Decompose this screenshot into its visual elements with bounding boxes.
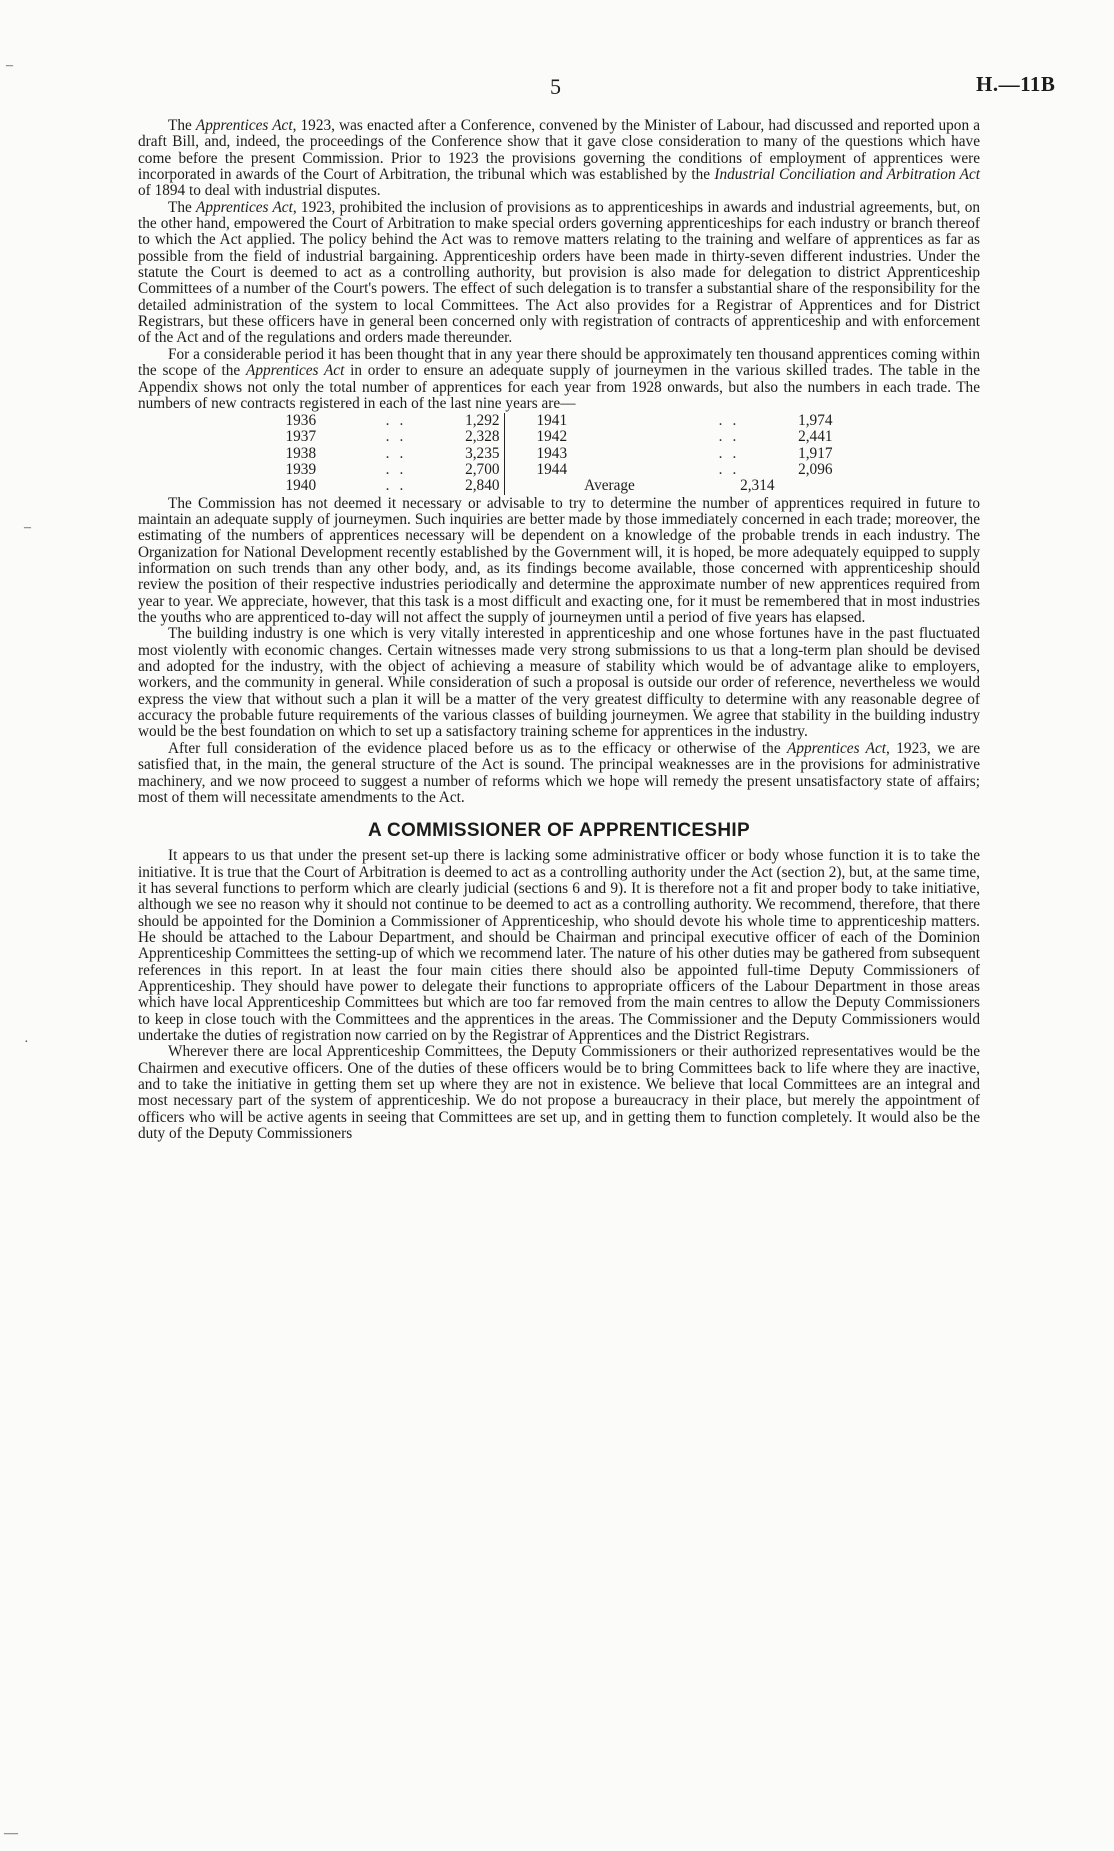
- italic-text: Industrial Conciliation and Arbitration Act: [714, 166, 980, 184]
- margin-mark: –: [6, 58, 13, 73]
- paragraph: [138, 626, 980, 740]
- year-cell: 1940: [285, 477, 317, 495]
- italic-text: Apprentices Act: [196, 198, 293, 216]
- leader-dots: ..: [718, 412, 747, 430]
- page-number: 5: [550, 74, 561, 99]
- paragraph: [138, 347, 980, 412]
- text-run: It appears to us that under the present set-up there is lacking some administrative officer or body whose function it is to take the initiative. It is true that the Court of Arbitration is deemed to act as a controlling authority under the Act (section 2), but, at the same time, it has several functions to perform which are clearly judicial (sections 6 and 9). It is therefore not a fit and proper body to take initiative, although we see no reason why it should not continue to be deemed to act as a controlling authority. We recommend, therefore, that there should be appointed for the Dominion a Commissioner of Apprenticeship, who should devote his whole time to apprenticeship matters. He should be attached to the Labour Department, and should be Chairman and principal executive officer of each of the Dominion Apprenticeship Committees the setting-up of which we recommend later. The nature of his other duties may be gathered from subsequent references in this report. In at least the four main cities there should also be appointed full-time Deputy Commissioners of Apprenticeship. They should have power to delegate their functions to appropriate officers of the Labour Department in those areas which have local Apprenticeship Committees but which are too far removed from the main centres to allow the Deputy Commissioners to keep in close touch with the Committees and the apprentices in the areas. The Commissioner and the Deputy Commissioners would undertake the duties of registration now carried on by the Registrar of Apprentices and the District Registrars.: [138, 847, 980, 1044]
- document-body: [138, 118, 980, 1142]
- value-cell: 3,235: [465, 444, 500, 462]
- value-cell: 2,700: [465, 461, 500, 479]
- column-divider: [504, 429, 533, 445]
- text-run: , 1923, prohibited the inclusion of provisions as to apprenticeships in awards and industrial agreements, but, on the other hand, empowered the Court of Arbitration to make special orders governing apprenticeships for each industry or branch thereof to which the Act applied. The policy behind the Act was to remove matters relating to the training and welfare of apprentices as far as possible from the field of industrial bargaining. Apprenticeship orders have been made in thirty-seven different industries. Under the statute the Court is deemed to act as a controlling authority, but provision is also made for delegation to district Apprenticeship Committees of a number of the Court's powers. The effect of such delegation is to transfer a substantial share of the responsibility for the detailed administration of the system to local Committees. The Act also provides for a Registrar of Apprentices and for District Registrars, but these officers have in general been concerned only with registration of contracts of apprenticeship and with enforcement of the Act and of the regulations and orders made thereunder.: [138, 198, 980, 347]
- value-cell: 2,840: [465, 477, 500, 495]
- text-run: of 1894 to deal with industrial disputes.: [138, 182, 381, 200]
- value-cell: 1,292: [465, 412, 500, 430]
- paragraph: [138, 1044, 980, 1142]
- value-cell: 1,974: [798, 412, 833, 430]
- text-run: The building industry is one which is very vitally interested in apprenticeship and one whose fortunes have in the past fluctuated most violently with economic changes. Certain witnesses made very strong submissions to us that a long-term plan should be devised and adopted for the industry, with the object of achieving a measure of stability which would be of advantage alike to employers, workers, and the community in general. While consideration of such a proposal is outside our order of reference, nevertheless we would express the view that without such a plan it will be a matter of the very greatest difficulty to determine with any reasonable degree of accuracy the probable future requirements of the various classes of building journeymen. We agree that stability in the building industry would be the best foundation on which to set up a satisfactory training scheme for apprentices in the industry.: [138, 625, 980, 741]
- margin-mark: —: [4, 1826, 18, 1841]
- intro-paragraphs: [138, 118, 980, 412]
- year-cell: 1937: [285, 428, 317, 446]
- text-run: The Commission has not deemed it necessary or advisable to try to determine the number of apprentices required in future to maintain an adequate supply of journeymen. Such inquiries are better made by those immediately concerned in each trade; moreover, the estimating of the numbers of apprentices necessary will be dependent on a knowledge of the probable trends in each industry. The Organization for National Development recently established by the Government will, it is hoped, be more adequately equipped to supply information on such trends than any other body, and, as its findings become available, those concerned with apprenticeship should review the position of their respective industries periodically and determine the approximate number of new apprentices required from year to year. We appreciate, however, that this task is a most difficult and exacting one, for it must be remembered that in most industries the youths who are apprenticed to-day will not affect the supply of journeymen until a period of five years has elapsed.: [138, 494, 980, 627]
- column-divider: [504, 478, 533, 494]
- text-run: , 1923, we are satisfied that, in the main, the general structure of the Act is sound. The principal weaknesses are in the provisions for administrative machinery, and we now proceed to suggest a number of reforms which we hope will remedy the present unsatisfactory state of affairs; most of them will necessitate amendments to the Act.: [138, 739, 980, 806]
- year-cell: 1941: [536, 412, 568, 430]
- post-table-paragraphs: [138, 496, 980, 807]
- year-cell: 1944: [536, 461, 568, 479]
- text-run: The: [168, 117, 196, 134]
- text-run: The: [168, 198, 197, 216]
- text-run: Wherever there are local Apprenticeship Committees, the Deputy Commissioners or their authorized representatives would be the Chairmen and executive officers. One of the duties of these officers would be to bring Committees back to life where they are inactive, and to take the initiative in getting them set up where they are not in existence. We believe that local Committees are an integral and most necessary part of the system of apprenticeship. We do not propose a bureaucracy in their place, but merely the appointment of officers who will be active agents in seeing that Committees are set up, and in getting them to function completely. It would also be the duty of the Deputy Commissioners: [138, 1043, 980, 1143]
- value-cell: 2,314: [740, 477, 775, 495]
- year-cell: 1938: [285, 444, 317, 462]
- document-reference: H.—11B: [976, 72, 1056, 96]
- year-cell: 1943: [536, 444, 568, 462]
- text-run: For a considerable period it has been thought that in any year there should be approximately ten thousand apprentices coming within the scope of the: [138, 345, 980, 380]
- leader-dots: ..: [718, 461, 747, 479]
- paragraph: [138, 118, 980, 200]
- section-heading: A COMMISSIONER OF APPRENTICESHIP: [368, 820, 750, 842]
- leader-dots: ..: [385, 428, 414, 446]
- year-cell: 1936: [285, 412, 317, 430]
- value-cell: 1,917: [798, 444, 833, 462]
- leader-dots: ..: [718, 444, 747, 462]
- column-divider: [504, 413, 533, 429]
- contracts-table-wrap: [138, 413, 980, 494]
- table-row: [282, 478, 837, 494]
- column-divider: [504, 446, 533, 462]
- paragraph: [138, 200, 980, 347]
- italic-text: Apprentices Act: [195, 117, 293, 134]
- leader-dots: ..: [385, 444, 414, 462]
- table-row: [282, 462, 837, 478]
- leader-dots: ..: [385, 461, 414, 479]
- column-divider: [504, 462, 533, 478]
- value-cell: 2,441: [798, 428, 833, 446]
- leader-dots: ..: [718, 428, 747, 446]
- year-cell: 1942: [536, 428, 568, 446]
- text-run: , 1923, was enacted after a Conference, convened by the Minister of Labour, had discussed and reported upon a draft Bill, and, indeed, the proceedings of the Conference show that it gave close consideration to many of the questions which have come before the present Commission. Prior to 1923 the provisions governing the conditions of employment of apprentices were incorporated in awards of the Court of Arbitration, the tribunal which was established by the: [138, 117, 980, 184]
- paragraph: [138, 848, 980, 1044]
- average-label: Average: [584, 477, 635, 495]
- table-row: [282, 413, 837, 429]
- margin-mark: –: [24, 520, 31, 535]
- leader-dots: ..: [385, 477, 414, 495]
- leader-dots: ..: [385, 412, 414, 430]
- year-cell: 1939: [285, 461, 317, 479]
- table-row: [282, 446, 837, 462]
- contracts-table: [282, 413, 837, 494]
- table-row: [282, 429, 837, 445]
- paragraph: [138, 496, 980, 627]
- value-cell: 2,328: [465, 428, 500, 446]
- value-cell: 2,096: [798, 461, 833, 479]
- paragraph: [138, 741, 980, 806]
- margin-mark: ·: [24, 1035, 29, 1050]
- italic-text: Apprentices Act: [787, 739, 887, 757]
- section-paragraphs: [138, 848, 980, 1142]
- italic-text: Apprentices Act: [245, 362, 345, 380]
- text-run: After full consideration of the evidence placed before us as to the efficacy or otherwise of the: [168, 739, 788, 757]
- text-run: in order to ensure an adequate supply of journeymen in the various skilled trades. The table in the Appendix shows not only the total number of apprentices for each year from 1928 onwards, but also the numbers in each trade. The numbers of new contracts registered in each of the last nine years are—: [138, 362, 980, 412]
